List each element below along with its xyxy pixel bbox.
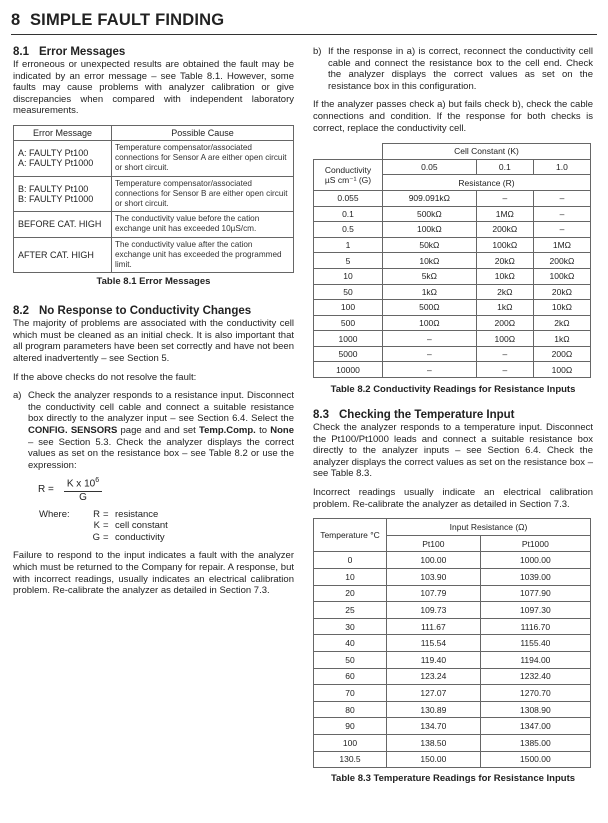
table-cell: 80	[314, 701, 387, 718]
table-cell: 10kΩ	[476, 268, 533, 284]
table-cell: 1155.40	[480, 635, 590, 652]
table-cell: 1500.00	[480, 751, 590, 768]
table-cell: 100Ω	[476, 331, 533, 347]
table-row	[314, 284, 591, 300]
error-message-cell: A: FAULTY Pt100 A: FAULTY Pt1000	[14, 140, 112, 176]
table-cell: 500Ω	[383, 300, 477, 316]
left-column	[13, 46, 294, 597]
table-row	[314, 300, 591, 316]
table-cell: 1347.00	[480, 718, 590, 735]
table-cell: 150.00	[387, 751, 481, 768]
table-row	[314, 751, 591, 768]
possible-cause-cell: The conductivity value before the cation exchange unit has exceeded 10µS/cm.	[112, 212, 294, 237]
check-b-item	[313, 46, 593, 92]
table-cell: 127.07	[387, 685, 481, 702]
table-cell: 100.00	[387, 552, 481, 569]
table-cell: 138.50	[387, 734, 481, 751]
table-cell: 10kΩ	[533, 300, 590, 316]
pt100-header: Pt100	[387, 535, 481, 552]
table-cell: 70	[314, 685, 387, 702]
table-cell: 134.70	[387, 718, 481, 735]
table-cell: 109.73	[387, 602, 481, 619]
table-cell: 100kΩ	[383, 222, 477, 238]
table-row	[314, 701, 591, 718]
table-row	[314, 190, 591, 206]
table-row	[314, 222, 591, 238]
temperature-header: Temperature °C	[314, 519, 387, 552]
table-row	[14, 237, 294, 273]
check-a-item	[13, 390, 294, 543]
table-row	[14, 212, 294, 237]
table-row	[314, 718, 591, 735]
table-cell: 1MΩ	[533, 237, 590, 253]
table-row	[314, 618, 591, 635]
table-cell: 2kΩ	[533, 315, 590, 331]
table-cell: 130.89	[387, 701, 481, 718]
table-cell: 1	[314, 237, 383, 253]
table-cell: –	[533, 190, 590, 206]
table-cell: 10000	[314, 362, 383, 378]
table-8-2-caption: Table 8.2 Conductivity Readings for Resistance Inputs	[330, 384, 576, 396]
table-cell: –	[476, 362, 533, 378]
table-cell: 1116.70	[480, 618, 590, 635]
list-marker: a)	[13, 390, 22, 402]
table-cell: –	[533, 206, 590, 222]
chapter-title: 8 SIMPLE FAULT FINDING	[11, 11, 225, 29]
section-8-1-heading: 8.1 Error Messages	[13, 46, 126, 58]
table-row	[314, 552, 591, 569]
table-cell: 2kΩ	[476, 284, 533, 300]
table-header-row	[14, 125, 294, 140]
table-row	[14, 176, 294, 212]
resistance-header: Resistance (R)	[383, 175, 591, 191]
table-row	[314, 734, 591, 751]
table-row	[314, 685, 591, 702]
table-cell: 90	[314, 718, 387, 735]
table-row	[314, 635, 591, 652]
section-8-2-heading: 8.2 No Response to Conductivity Changes	[13, 305, 252, 318]
table-cell: 0.5	[314, 222, 383, 238]
table-cell: 130.5	[314, 751, 387, 768]
constant-header: 0.1	[476, 159, 533, 175]
list-marker: b)	[313, 46, 322, 57]
table-cell: 0.1	[314, 206, 383, 222]
table-cell: 103.90	[387, 569, 481, 586]
table-cell: 100	[314, 300, 383, 316]
table-cell: 50	[314, 284, 383, 300]
table-row	[314, 569, 591, 586]
table-cell: 1000	[314, 331, 383, 347]
temperature-table	[313, 518, 591, 768]
table-cell: 1194.00	[480, 651, 590, 668]
error-messages-table	[13, 125, 294, 273]
table-cell: 909.091kΩ	[383, 190, 477, 206]
table-cell: 20	[314, 585, 387, 602]
table-cell: 100kΩ	[476, 237, 533, 253]
table-cell: 1308.90	[480, 701, 590, 718]
table-row	[314, 268, 591, 284]
section-8-3-body: Check the analyzer responds to a temperature input. Disconnect the Pt100/Pt1000 leads and connect a suitable resistance box directly to the analyzer inputs – see Section 6.4. Check the analyzer displays the correct values as set on the resistance box – see Table 8.3.	[313, 422, 593, 480]
table-cell: 100kΩ	[533, 268, 590, 284]
formula-legend: Where: R = resistance K = cell constant G = conductivity	[39, 508, 168, 543]
section-8-2-conclusion: Failure to respond to the input indicates a fault with the analyzer which must be returned to the Company for repair. A response, but with incorrect readings, usually indicates an electrical calibration problem. Re-calibrate the analyzer as detailed in Section 7.3.	[13, 550, 294, 597]
table-cell: 5kΩ	[383, 268, 477, 284]
table-cell: 20kΩ	[476, 253, 533, 269]
section-8-1-body: If erroneous or unexpected results are obtained the fault may be indicated by an error message – see Table 8.1. However, some faults may cause problems with analyzer calibration or give discrepancies when compared with independent laboratory measurements.	[13, 59, 294, 117]
table-cell: 100Ω	[533, 362, 590, 378]
table-8-1-caption: Table 8.1 Error Messages	[96, 276, 211, 288]
table-cell: 10	[314, 569, 387, 586]
table-cell: 0	[314, 552, 387, 569]
table-cell: 111.67	[387, 618, 481, 635]
table-cell: 200kΩ	[533, 253, 590, 269]
table-row	[314, 331, 591, 347]
table-cell: 5000	[314, 346, 383, 362]
table-row	[314, 668, 591, 685]
cell-constant-header: Cell Constant (K)	[383, 144, 591, 160]
table-cell: –	[476, 190, 533, 206]
table-cell: 1kΩ	[476, 300, 533, 316]
table-cell: 1385.00	[480, 734, 590, 751]
error-message-cell: AFTER CAT. HIGH	[14, 237, 112, 273]
table-cell: 100Ω	[383, 315, 477, 331]
table-cell: 200Ω	[533, 346, 590, 362]
constant-header: 0.05	[383, 159, 477, 175]
table-cell: –	[383, 362, 477, 378]
table-row	[314, 346, 591, 362]
table-cell: 119.40	[387, 651, 481, 668]
error-message-cell: BEFORE CAT. HIGH	[14, 212, 112, 237]
table-cell: –	[383, 331, 477, 347]
table-cell: 1077.90	[480, 585, 590, 602]
constant-header: 1.0	[533, 159, 590, 175]
table-row	[314, 253, 591, 269]
check-pass-text: If the analyzer passes check a) but fails check b), check the cable connections and condition. If the response for both checks is correct, replace the conductivity cell.	[313, 99, 593, 134]
error-message-cell: B: FAULTY Pt100 B: FAULTY Pt1000	[14, 176, 112, 212]
table-cell: 1039.00	[480, 569, 590, 586]
table-row	[14, 140, 294, 176]
table-row	[314, 315, 591, 331]
table-cell: –	[476, 346, 533, 362]
table-cell: 10	[314, 268, 383, 284]
table-cell: 1097.30	[480, 602, 590, 619]
table-cell: 107.79	[387, 585, 481, 602]
table-cell: 1000.00	[480, 552, 590, 569]
table-cell: 30	[314, 618, 387, 635]
table-row	[314, 206, 591, 222]
pt1000-header: Pt1000	[480, 535, 590, 552]
table-cell: 1kΩ	[533, 331, 590, 347]
table-cell: 200kΩ	[476, 222, 533, 238]
section-8-3-heading: 8.3 Checking the Temperature Input	[313, 409, 515, 422]
possible-cause-cell: Temperature compensator/associated connections for Sensor B are either open circuit or short circuit.	[112, 176, 294, 212]
section-8-2-body: The majority of problems are associated with the conductivity cell which must be cleaned as an initial check. It is also important that all program parameters have been set correctly and have not been altered inadvertently – see Section 5.	[13, 318, 294, 364]
table-cell: 60	[314, 668, 387, 685]
table-cell: 115.54	[387, 635, 481, 652]
table-cell: 123.24	[387, 668, 481, 685]
chapter-header	[11, 8, 597, 35]
table-row	[314, 602, 591, 619]
possible-cause-cell: Temperature compensator/associated connections for Sensor A are either open circuit or short circuit.	[112, 140, 294, 176]
table-cell: 25	[314, 602, 387, 619]
table-cell: 40	[314, 635, 387, 652]
right-column	[313, 46, 593, 784]
resistance-formula: R = $\frac{K x 10^6}{G}$	[38, 477, 294, 502]
table-cell: –	[533, 222, 590, 238]
table-cell: 1MΩ	[476, 206, 533, 222]
table-cell: 1kΩ	[383, 284, 477, 300]
table-header: Possible Cause	[112, 125, 294, 140]
table-row	[314, 237, 591, 253]
table-cell: 500kΩ	[383, 206, 477, 222]
input-resistance-header: Input Resistance (Ω)	[387, 519, 591, 536]
conductivity-header: Conductivity µS cm⁻¹ (G)	[314, 159, 383, 190]
table-row	[314, 362, 591, 378]
table-cell: 1270.70	[480, 685, 590, 702]
possible-cause-cell: The conductivity value after the cation exchange unit has exceeded the programmed limit.	[112, 237, 294, 273]
table-cell: 1232.40	[480, 668, 590, 685]
section-8-2-intro: If the above checks do not resolve the fault:	[13, 371, 197, 383]
table-cell: 50	[314, 651, 387, 668]
table-cell: 10kΩ	[383, 253, 477, 269]
table-cell: 100	[314, 734, 387, 751]
table-row	[314, 585, 591, 602]
table-cell: 0.055	[314, 190, 383, 206]
check-b-text: If the response in a) is correct, reconnect the conductivity cell cable and connect the resistance box to the cell end. Check the analyzer displays the correct values as set on the resistance box in this configuration.	[328, 46, 593, 92]
check-a-text: Check the analyzer responds to a resistance input. Disconnect the conductivity cell cable and connect a suitable resistance box directly to the analyzer input – see Section 6.4. Select the CONFIG. SENSORS page and and set Temp.Comp. to None – see Section 5.3. Check the analyzer displays the correct values as set on the resistance box – see Table 8.2 or use the expression:	[28, 390, 294, 471]
table-cell: 5	[314, 253, 383, 269]
table-cell: 500	[314, 315, 383, 331]
table-cell: 20kΩ	[533, 284, 590, 300]
section-8-3-body-2: Incorrect readings usually indicate an electrical calibration problem. Re-calibrate the analyzer as detailed in Section 7.3.	[313, 487, 593, 510]
table-cell: 200Ω	[476, 315, 533, 331]
conductivity-table	[313, 143, 591, 378]
table-row	[314, 651, 591, 668]
table-cell: –	[383, 346, 477, 362]
table-8-3-caption: Table 8.3 Temperature Readings for Resistance Inputs	[330, 773, 576, 785]
table-header: Error Message	[14, 125, 112, 140]
table-cell: 50kΩ	[383, 237, 477, 253]
